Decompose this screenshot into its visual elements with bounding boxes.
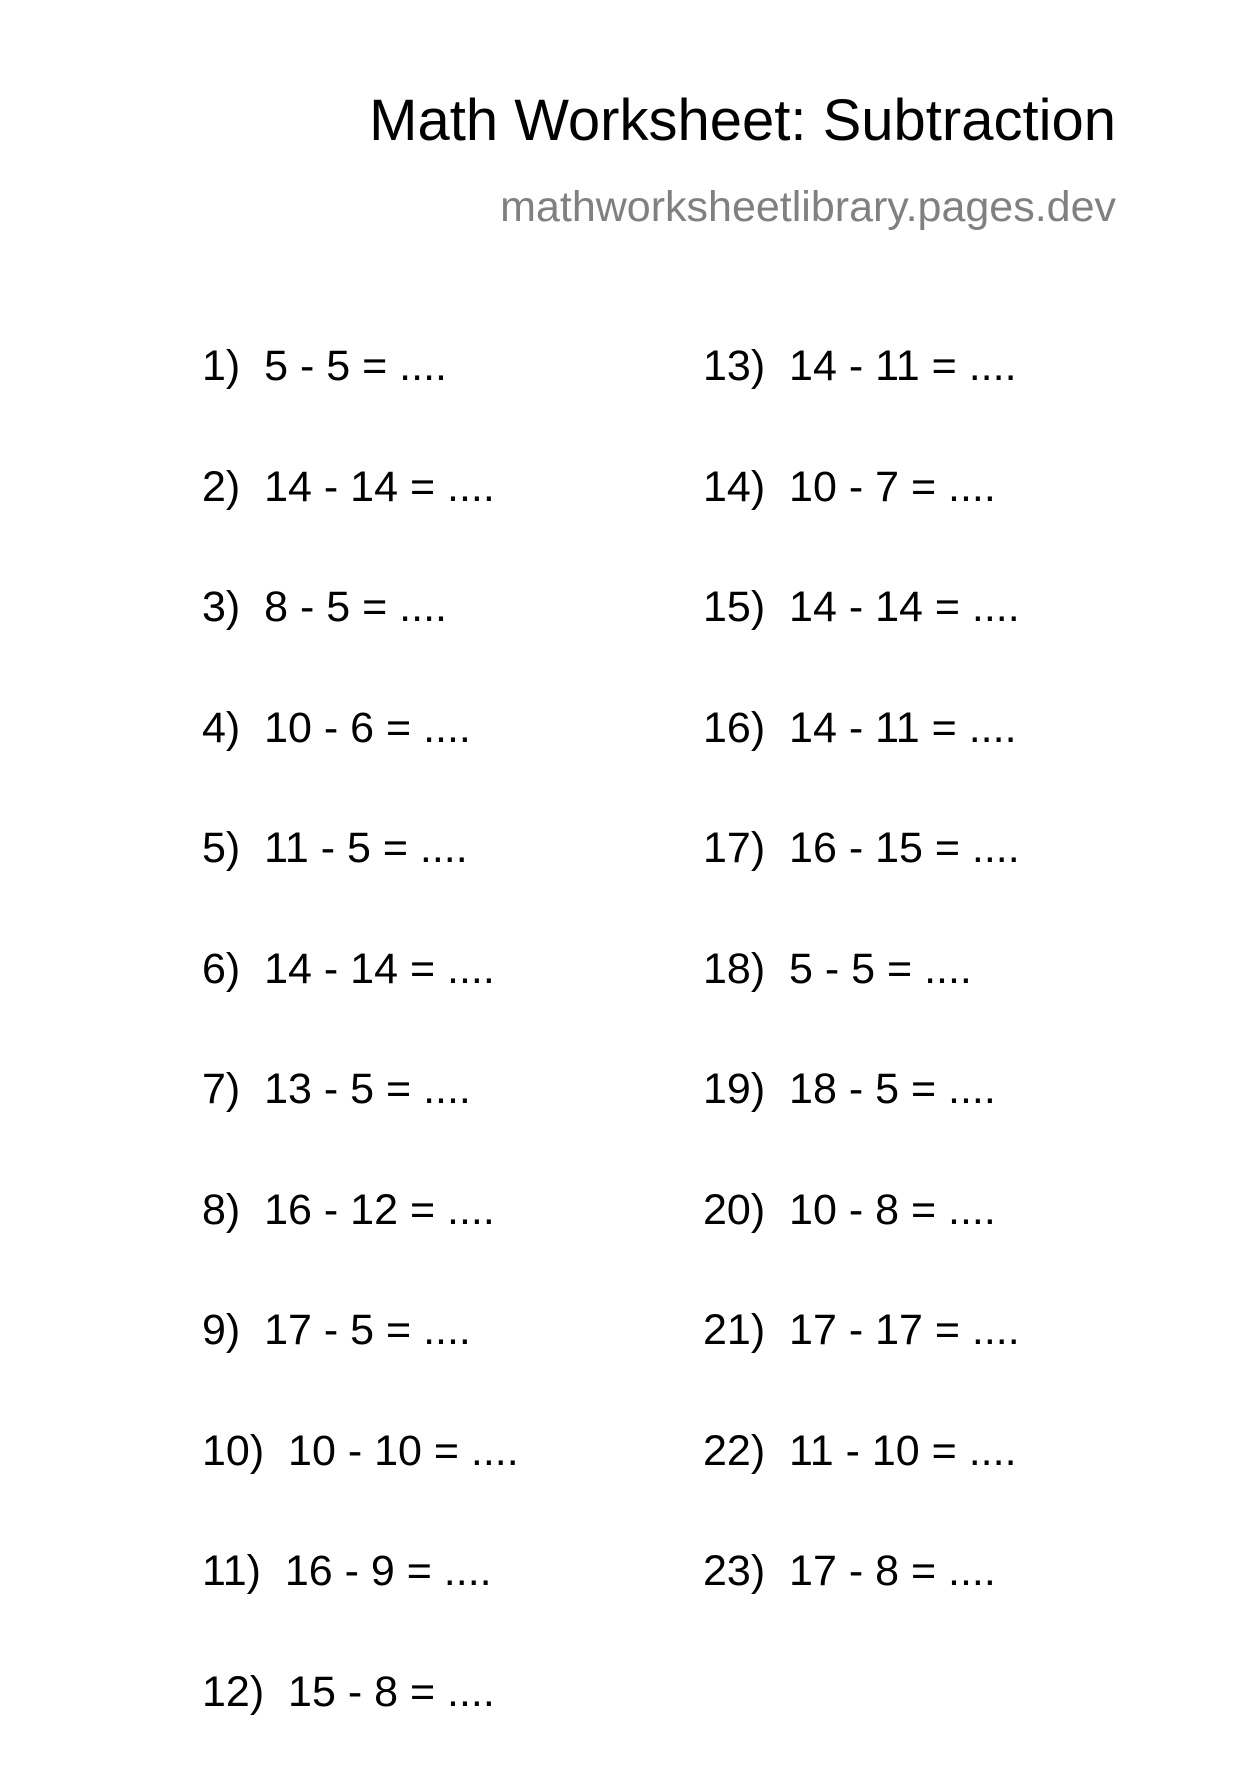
problem-item: 15) 14 - 14 = .... bbox=[703, 586, 1183, 707]
problem-item: 11) 16 - 9 = .... bbox=[202, 1550, 682, 1671]
problem-item: 21) 17 - 17 = .... bbox=[703, 1309, 1183, 1430]
problem-item: 14) 10 - 7 = .... bbox=[703, 466, 1183, 587]
problem-item: 16) 14 - 11 = .... bbox=[703, 707, 1183, 828]
problem-item: 5) 11 - 5 = .... bbox=[202, 827, 682, 948]
problem-column-left bbox=[202, 345, 682, 1791]
problem-column-right bbox=[703, 345, 1183, 1671]
problem-item: 8) 16 - 12 = .... bbox=[202, 1189, 682, 1310]
problem-item: 13) 14 - 11 = .... bbox=[703, 345, 1183, 466]
problem-item: 7) 13 - 5 = .... bbox=[202, 1068, 682, 1189]
problem-item: 12) 15 - 8 = .... bbox=[202, 1671, 682, 1791]
problem-item: 23) 17 - 8 = .... bbox=[703, 1550, 1183, 1671]
problem-item: 4) 10 - 6 = .... bbox=[202, 707, 682, 828]
problem-item: 9) 17 - 5 = .... bbox=[202, 1309, 682, 1430]
problem-item: 1) 5 - 5 = .... bbox=[202, 345, 682, 466]
problem-item: 6) 14 - 14 = .... bbox=[202, 948, 682, 1069]
problem-item: 2) 14 - 14 = .... bbox=[202, 466, 682, 587]
problem-item: 17) 16 - 15 = .... bbox=[703, 827, 1183, 948]
problem-item: 22) 11 - 10 = .... bbox=[703, 1430, 1183, 1551]
page-title: Math Worksheet: Subtraction bbox=[369, 92, 1116, 150]
problem-item: 19) 18 - 5 = .... bbox=[703, 1068, 1183, 1189]
problem-item: 3) 8 - 5 = .... bbox=[202, 586, 682, 707]
source-url: mathworksheetlibrary.pages.dev bbox=[500, 186, 1116, 229]
problem-item: 10) 10 - 10 = .... bbox=[202, 1430, 682, 1551]
problem-item: 20) 10 - 8 = .... bbox=[703, 1189, 1183, 1310]
problem-item: 18) 5 - 5 = .... bbox=[703, 948, 1183, 1069]
